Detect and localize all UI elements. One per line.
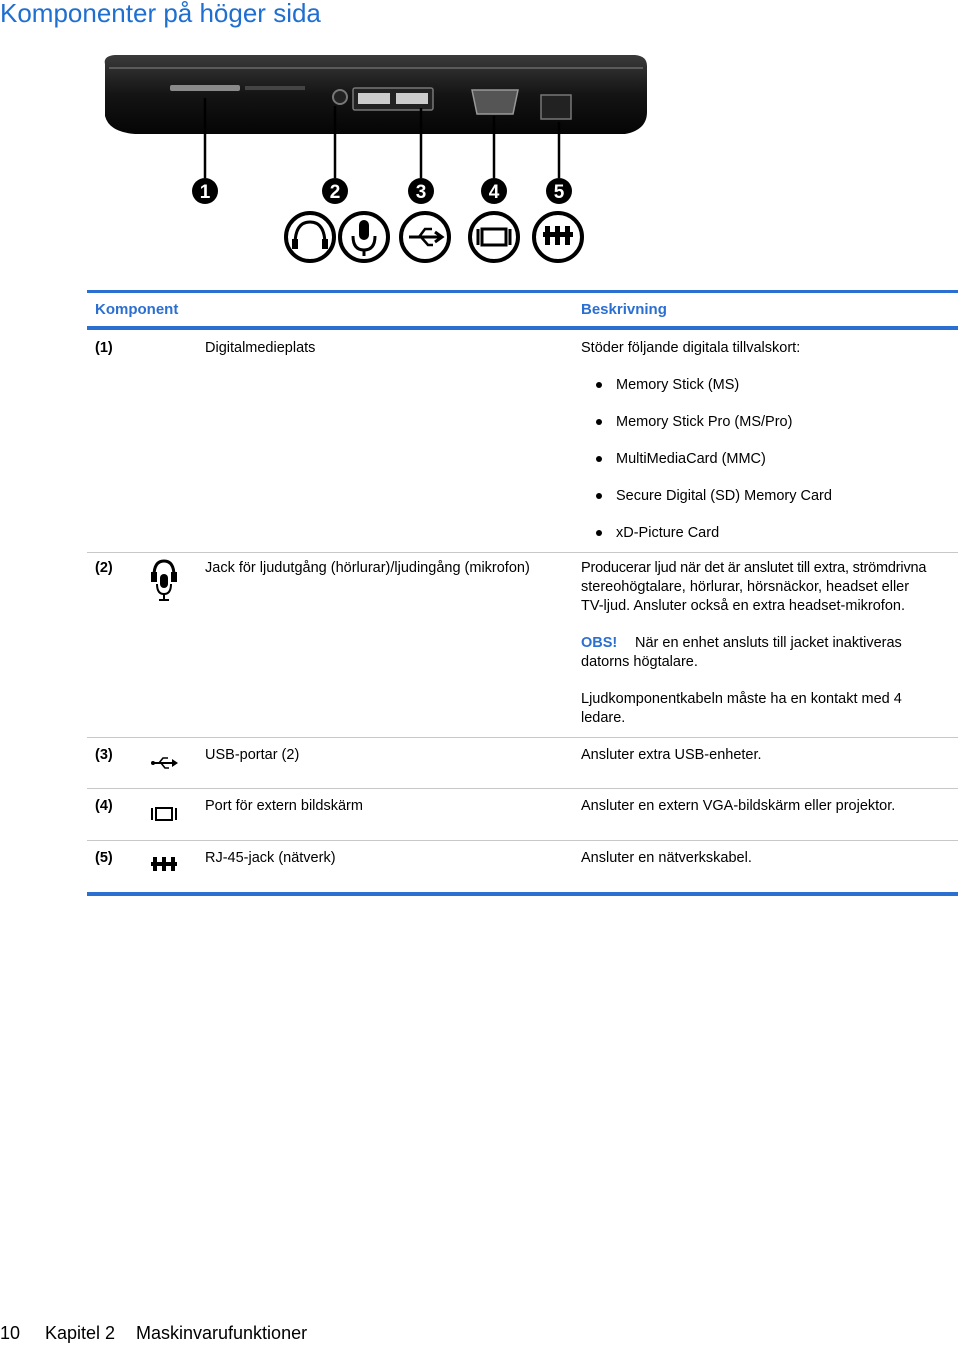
bullet [596, 530, 602, 536]
callout-number: 3 [415, 182, 427, 203]
network-icon [534, 213, 582, 261]
list-item: MultiMediaCard (MMC) [616, 451, 766, 467]
component-name: Jack för ljudutgång (hörlurar)/ljudingång (mikrofon) [205, 560, 530, 576]
row-separator [87, 840, 958, 841]
row-number: (5) [95, 850, 113, 866]
component-description: Stöder följande digitala tillvalskort: [581, 340, 801, 356]
component-description: Ansluter en extern VGA-bildskärm eller projektor. [581, 798, 896, 814]
row-separator [87, 737, 958, 738]
component-name: Port för extern bildskärm [205, 798, 363, 814]
table-bottom-rule [87, 892, 958, 896]
bullet [596, 493, 602, 499]
component-name: USB-portar (2) [205, 747, 300, 763]
callout-number: 5 [553, 182, 565, 203]
row-number: (3) [95, 747, 113, 763]
headphone-icon [286, 213, 334, 261]
monitor-icon [470, 213, 518, 261]
note-line: datorns högtalare. [581, 654, 698, 670]
network-icon [150, 856, 178, 877]
usb-port-1 [358, 93, 390, 104]
component-name: RJ-45-jack (nätverk) [205, 850, 336, 866]
bullet [596, 419, 602, 425]
table-header-rule [87, 326, 958, 330]
table-header-description: Beskrivning [581, 301, 667, 318]
description-line: Producerar ljud när det är anslutet till extra, strömdrivna [581, 560, 927, 576]
microphone-icon [340, 213, 388, 261]
page-number: 10 [0, 1323, 21, 1343]
component-description: Ansluter extra USB-enheter. [581, 747, 762, 763]
row-separator [87, 552, 958, 553]
list-item: Memory Stick Pro (MS/Pro) [616, 414, 793, 430]
usb-icon [401, 213, 449, 261]
table-top-rule [87, 290, 958, 293]
row-number: (1) [95, 340, 113, 356]
extra-line: Ljudkomponentkabeln måste ha en kontakt med 4 [581, 691, 902, 707]
chapter-label: Kapitel 2 [45, 1323, 116, 1343]
extra-line: ledare. [581, 710, 626, 726]
description-line: TV-ljud. Ansluter också en extra headset-mikrofon. [581, 598, 905, 614]
callout-number: 2 [329, 182, 341, 203]
list-item: xD-Picture Card [616, 525, 720, 541]
media-slot [170, 85, 240, 91]
callout-number: 1 [199, 182, 211, 203]
usb-port-2 [396, 93, 428, 104]
table-header-component: Komponent [95, 301, 179, 318]
list-item: Secure Digital (SD) Memory Card [616, 488, 832, 504]
row-number: (4) [95, 798, 113, 814]
bullet [596, 382, 602, 388]
callout-number: 4 [488, 182, 500, 203]
note-line: När en enhet ansluts till jacket inaktiveras [635, 635, 902, 651]
component-description: Ansluter en nätverkskabel. [581, 850, 752, 866]
monitor-icon [150, 806, 178, 827]
audio-jack [333, 90, 347, 104]
description-line: stereohögtalare, hörlurar, hörsnäckor, headset eller [581, 579, 910, 595]
component-name: Digitalmedieplats [205, 340, 316, 356]
page-title: Komponenter på höger sida [0, 0, 321, 28]
note-label: OBS! [581, 635, 618, 651]
usb-icon [150, 755, 180, 776]
laptop-right-side-figure [95, 50, 655, 280]
rj45-port [541, 95, 571, 119]
vga-port [472, 90, 518, 114]
headset-icon [150, 558, 178, 607]
chapter-title: Maskinvarufunktioner [136, 1323, 308, 1343]
row-number: (2) [95, 560, 113, 576]
bullet [596, 456, 602, 462]
row-separator [87, 788, 958, 789]
list-item: Memory Stick (MS) [616, 377, 740, 393]
